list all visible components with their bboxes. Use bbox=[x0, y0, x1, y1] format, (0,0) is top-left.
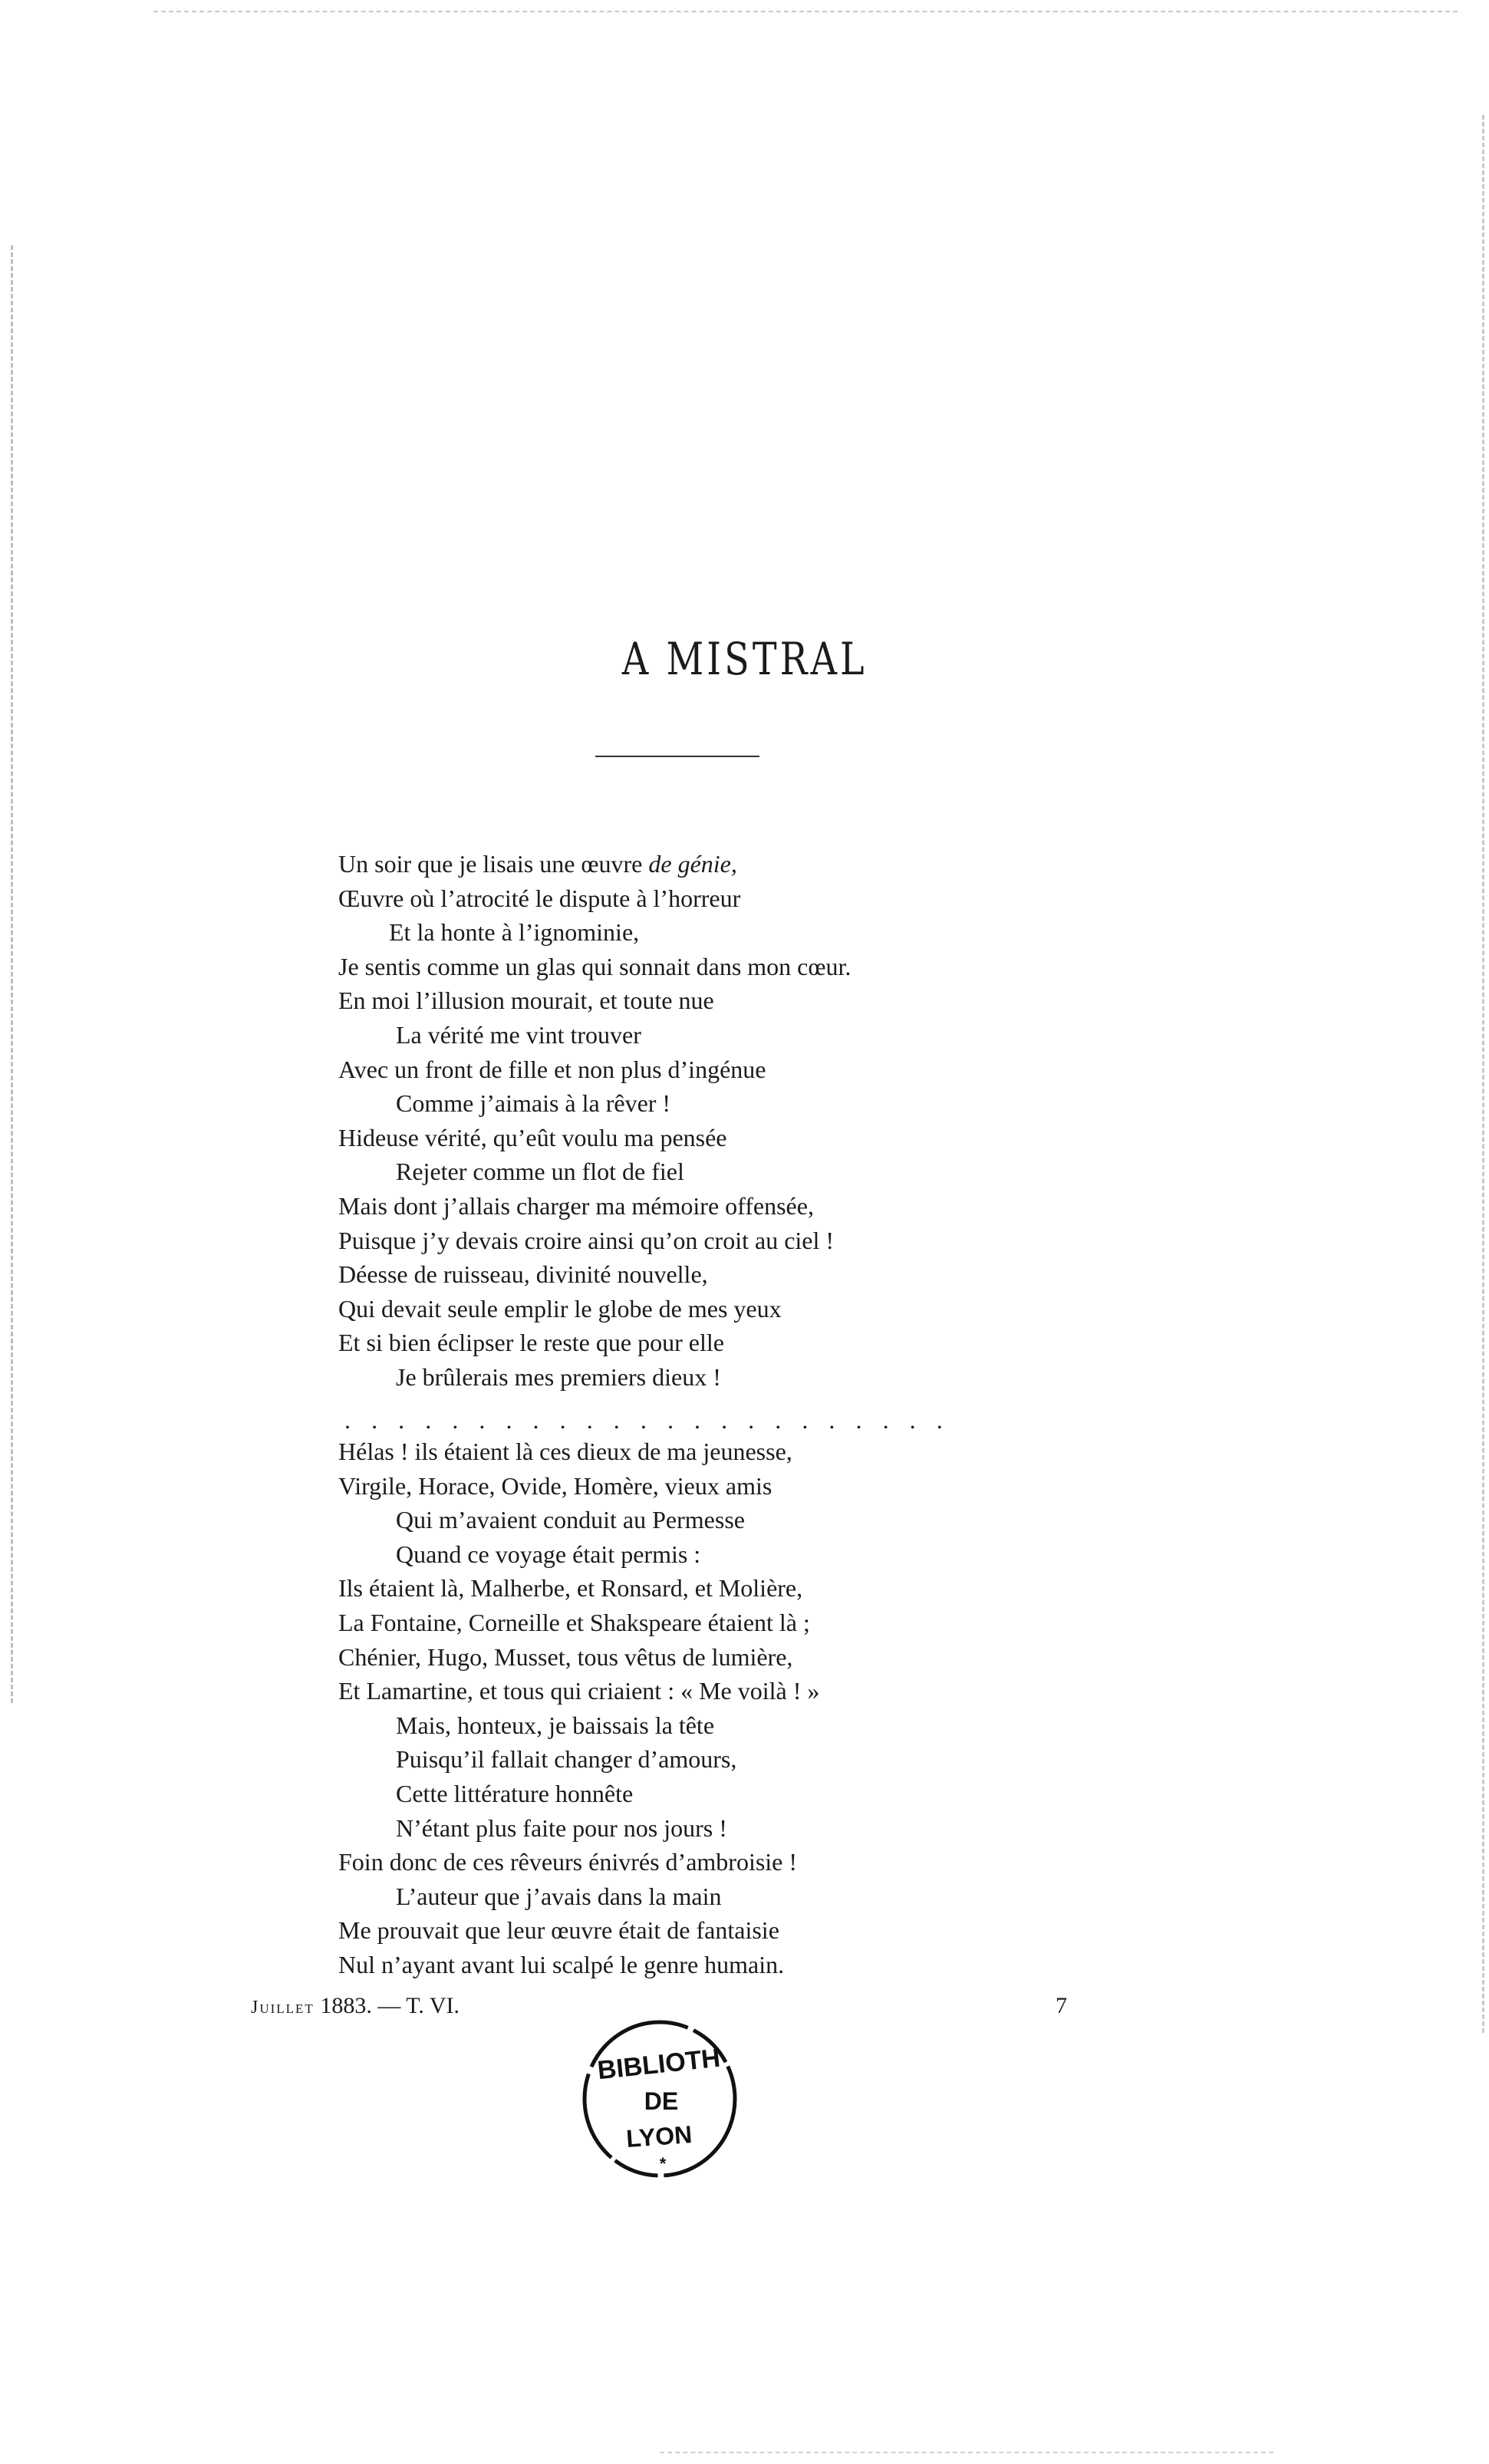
poem-line-text: Ils étaient là, Malherbe, et Ronsard, et Molière, bbox=[338, 1574, 803, 1603]
poem-line bbox=[338, 1189, 1105, 1224]
poem-line bbox=[338, 1052, 1105, 1087]
stamp-text-line3: LYON bbox=[625, 2120, 693, 2153]
poem-line bbox=[338, 1674, 1105, 1708]
poem-line bbox=[338, 881, 1105, 916]
poem-line bbox=[338, 950, 1105, 984]
poem-line-text: L’auteur que j’avais dans la main bbox=[396, 1882, 722, 1910]
poem-line bbox=[338, 1224, 1105, 1258]
poem-line bbox=[338, 1326, 1105, 1360]
poem-line bbox=[338, 1571, 1105, 1606]
poem-line-text: Nul n’ayant avant lui scalpé le genre humain. bbox=[338, 1950, 785, 1978]
poem-line bbox=[338, 1155, 1105, 1189]
poem-line bbox=[338, 1777, 1105, 1811]
stamp-text-line1: BIBLIOTH bbox=[596, 2043, 722, 2086]
poem-line-text: Et Lamartine, et tous qui criaient : « Me voilà ! » bbox=[338, 1677, 820, 1705]
poem-line-text: Virgile, Horace, Ovide, Homère, vieux amis bbox=[338, 1471, 773, 1500]
poem-line-text: Me prouvait que leur œuvre était de fantaisie bbox=[338, 1916, 779, 1945]
poem-line bbox=[338, 1948, 1105, 1982]
poem-line bbox=[338, 1257, 1105, 1292]
footer-month: Juillet bbox=[251, 1998, 315, 2018]
library-stamp bbox=[568, 2004, 752, 2188]
poem-line-text: Quand ce voyage était permis : bbox=[396, 1540, 701, 1568]
poem-line-text: Un soir que je lisais une œuvre bbox=[338, 850, 649, 878]
poem-line bbox=[338, 1086, 1105, 1121]
poem-line bbox=[338, 1018, 1105, 1052]
footer-issue bbox=[251, 1993, 460, 2019]
ellipsis-divider: . . . . . . . . . . . . . . . . . . . . . . . bbox=[344, 1406, 943, 1434]
poem-line-text: Déesse de ruisseau, divinité nouvelle, bbox=[338, 1260, 708, 1289]
poem-line-text: En moi l’illusion mourait, et toute nue bbox=[338, 987, 714, 1015]
poem-line bbox=[338, 1360, 1105, 1395]
poem-line bbox=[338, 1845, 1105, 1879]
poem-line-text: Mais, honteux, je baissais la tête bbox=[396, 1711, 715, 1739]
poem-line-text: Chénier, Hugo, Musset, tous vêtus de lumière, bbox=[338, 1642, 793, 1671]
poem-line bbox=[338, 1640, 1105, 1675]
stamp-text-line2: DE bbox=[644, 2087, 679, 2115]
poem-line-text: Et la honte à l’ignominie, bbox=[389, 918, 640, 947]
poem-line-text: Comme j’aimais à la rêver ! bbox=[396, 1089, 671, 1118]
title-divider bbox=[595, 756, 759, 757]
poem-line-text: La Fontaine, Corneille et Shakspeare étaient là ; bbox=[338, 1608, 810, 1636]
poem-line bbox=[338, 1503, 1105, 1537]
scan-gutter-left bbox=[11, 245, 13, 1703]
poem-line bbox=[338, 1606, 1105, 1640]
poem-line-text: Hideuse vérité, qu’eût voulu ma pensée bbox=[338, 1123, 727, 1151]
poem-line bbox=[338, 1121, 1105, 1155]
poem-line-text: Qui devait seule emplir le globe de mes yeux bbox=[338, 1294, 782, 1323]
poem-line-text: Je brûlerais mes premiers dieux ! bbox=[396, 1362, 721, 1391]
poem-line bbox=[338, 1469, 1105, 1504]
poem-line bbox=[338, 1742, 1105, 1777]
poem-line bbox=[338, 1435, 1105, 1469]
poem-line-text: Puisqu’il fallait changer d’amours, bbox=[396, 1745, 737, 1774]
poem-line-text: Mais dont j’allais charger ma mémoire offensée, bbox=[338, 1191, 814, 1220]
poem-line-text: Hélas ! ils étaient là ces dieux de ma jeunesse, bbox=[338, 1438, 792, 1465]
poem-line bbox=[338, 915, 1105, 950]
poem-stanza-1 bbox=[338, 847, 1105, 1395]
poem-stanza-2 bbox=[338, 1435, 1105, 1982]
poem-line bbox=[338, 1708, 1105, 1743]
poem-line-text: Et si bien éclipser le reste que pour elle bbox=[338, 1329, 724, 1357]
stamp-star-icon: * bbox=[659, 2154, 667, 2173]
scan-edge-top bbox=[153, 11, 1458, 12]
poem-line bbox=[338, 1537, 1105, 1572]
scan-edge-bottom bbox=[660, 2452, 1273, 2453]
poem-line bbox=[338, 983, 1105, 1018]
poem-line-text: Œuvre où l’atrocité le dispute à l’horreur bbox=[338, 884, 741, 912]
poem-line-text: Qui m’avaient conduit au Permesse bbox=[396, 1506, 745, 1534]
poem-line bbox=[338, 1292, 1105, 1326]
page-title: A MISTRAL bbox=[621, 633, 868, 685]
poem-line-text: Rejeter comme un flot de fiel bbox=[396, 1158, 684, 1186]
scan-gutter-right bbox=[1482, 115, 1484, 2033]
poem-line bbox=[338, 1811, 1105, 1846]
poem-line-text: Avec un front de fille et non plus d’ingénue bbox=[338, 1055, 766, 1083]
poem-line-text: Puisque j’y devais croire ainsi qu’on croit au ciel ! bbox=[338, 1226, 835, 1254]
poem-line-text: Je sentis comme un glas qui sonnait dans mon cœur. bbox=[338, 952, 852, 980]
footer-volume: 1883. — T. VI. bbox=[314, 1993, 460, 2018]
poem-line-text: La vérité me vint trouver bbox=[396, 1020, 641, 1049]
poem-line bbox=[338, 1879, 1105, 1914]
poem-line bbox=[338, 847, 1105, 881]
poem-line bbox=[338, 1913, 1105, 1948]
poem-line-text: N’étant plus faite pour nos jours ! bbox=[396, 1813, 727, 1842]
poem-line-text: Foin donc de ces rêveurs énivrés d’ambroisie ! bbox=[338, 1848, 798, 1876]
page-number: 7 bbox=[1056, 1993, 1067, 2018]
poem-line-text: Cette littérature honnête bbox=[396, 1779, 634, 1807]
poem-line-emphasis: de génie, bbox=[648, 850, 737, 878]
